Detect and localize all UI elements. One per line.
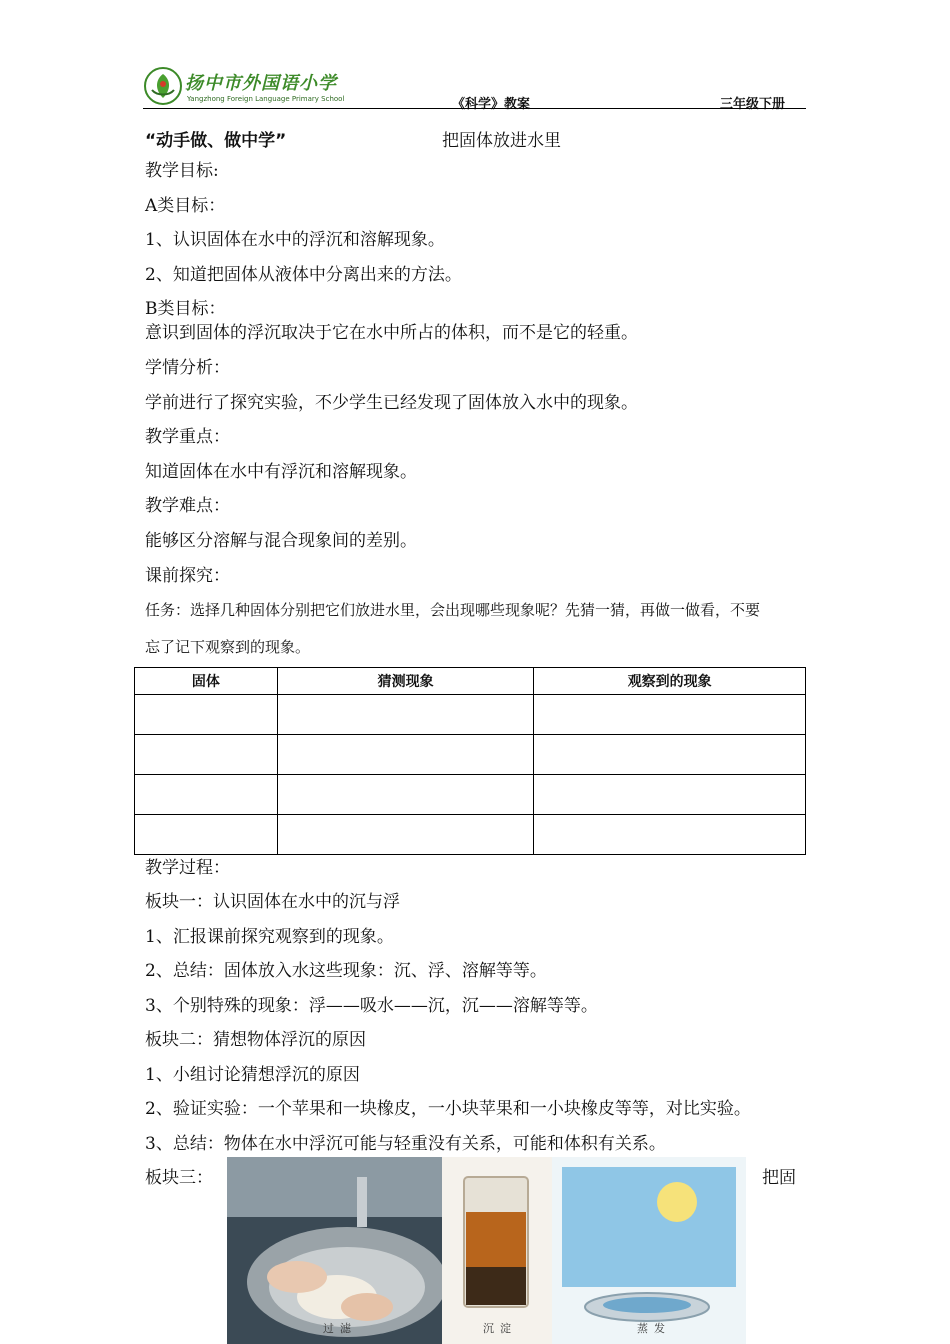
difficulty-text: 能够区分溶解与混合现象间的差别。 — [145, 531, 417, 551]
table-cell[interactable] — [534, 775, 806, 815]
table-cell[interactable] — [534, 695, 806, 735]
process-heading: 教学过程： — [145, 858, 230, 878]
table-row — [135, 775, 806, 815]
key-heading: 教学重点： — [145, 427, 230, 447]
table-cell[interactable] — [135, 735, 278, 775]
block-2-title: 板块二：猜想物体浮沉的原因 — [145, 1030, 366, 1050]
block-1-item-1: 1、汇报课前探究观察到的现象。 — [145, 927, 394, 947]
school-emblem-icon — [143, 66, 183, 106]
caption-filter: 过滤 — [323, 1322, 357, 1335]
column-header-observed: 观察到的现象 — [534, 668, 806, 695]
table-cell[interactable] — [277, 735, 534, 775]
logo-text-cn: 扬中市外国语小学 — [185, 73, 337, 94]
grade-label: 三年级下册 — [720, 97, 786, 112]
table-header-row — [135, 668, 806, 695]
table-cell[interactable] — [277, 775, 534, 815]
table-cell[interactable] — [277, 695, 534, 735]
lesson-title: 把固体放进水里 — [442, 131, 561, 151]
a-goal-1: 1、认识固体在水中的浮沉和溶解现象。 — [145, 230, 445, 250]
caption-evaporate: 蒸发 — [637, 1322, 671, 1335]
table-row — [135, 815, 806, 855]
task-text-2: 忘了记下观察到的现象。 — [145, 638, 311, 656]
table-cell[interactable] — [534, 735, 806, 775]
key-text: 知道固体在水中有浮沉和溶解现象。 — [145, 462, 417, 482]
block-2-item-2: 2、验证实验：一个苹果和一块橡皮，一小块苹果和一小块橡皮等等，对比实验。 — [145, 1099, 751, 1119]
block-3-tail: 把固 — [762, 1168, 796, 1188]
table-row — [135, 695, 806, 735]
experiment-photos — [227, 1157, 746, 1344]
table-cell[interactable] — [135, 695, 278, 735]
a-goal-2: 2、知道把固体从液体中分离出来的方法。 — [145, 265, 462, 285]
experiment-illustration — [227, 1157, 746, 1344]
b-goals-heading: B类目标： — [145, 299, 226, 319]
block-2-item-3: 3、总结：物体在水中浮沉可能与轻重没有关系，可能和体积有关系。 — [145, 1134, 666, 1154]
table-cell[interactable] — [135, 815, 278, 855]
table-cell[interactable] — [277, 815, 534, 855]
series-title: “动手做、做中学” — [145, 131, 287, 151]
table-row — [135, 735, 806, 775]
pre-inquiry-heading: 课前探究： — [145, 566, 230, 586]
analysis-text: 学前进行了探究实验，不少学生已经发现了固体放入水中的现象。 — [145, 393, 638, 413]
caption-sediment: 沉淀 — [483, 1322, 517, 1335]
course-title: 《科学》教案 — [452, 97, 531, 112]
block-1-title: 板块一：认识固体在水中的沉与浮 — [145, 892, 400, 912]
block-1-item-2: 2、总结：固体放入水这些现象：沉、浮、溶解等等。 — [145, 961, 547, 981]
table-cell[interactable] — [534, 815, 806, 855]
analysis-heading: 学情分析： — [145, 358, 230, 378]
block-2-item-1: 1、小组讨论猜想浮沉的原因 — [145, 1065, 360, 1085]
block-1-item-3: 3、个别特殊的现象：浮——吸水——沉，沉——溶解等等。 — [145, 996, 598, 1016]
a-goals-heading: A类目标： — [145, 196, 226, 216]
logo-text-en: Yangzhong Foreign Language Primary School — [187, 95, 345, 103]
school-logo — [143, 66, 345, 108]
task-text-1: 任务：选择几种固体分别把它们放进水里，会出现哪些现象呢？先猜一猜，再做一做看，不要 — [145, 601, 761, 619]
observation-table — [134, 667, 806, 855]
block-3-title: 板块三： — [145, 1168, 213, 1188]
column-header-guess: 猜测现象 — [277, 668, 534, 695]
table-cell[interactable] — [135, 775, 278, 815]
header-divider — [143, 108, 806, 109]
b-goal-1: 意识到固体的浮沉取决于它在水中所占的体积，而不是它的轻重。 — [145, 323, 638, 343]
difficulty-heading: 教学难点： — [145, 496, 230, 516]
goals-heading: 教学目标: — [145, 161, 219, 181]
column-header-solid: 固体 — [135, 668, 278, 695]
